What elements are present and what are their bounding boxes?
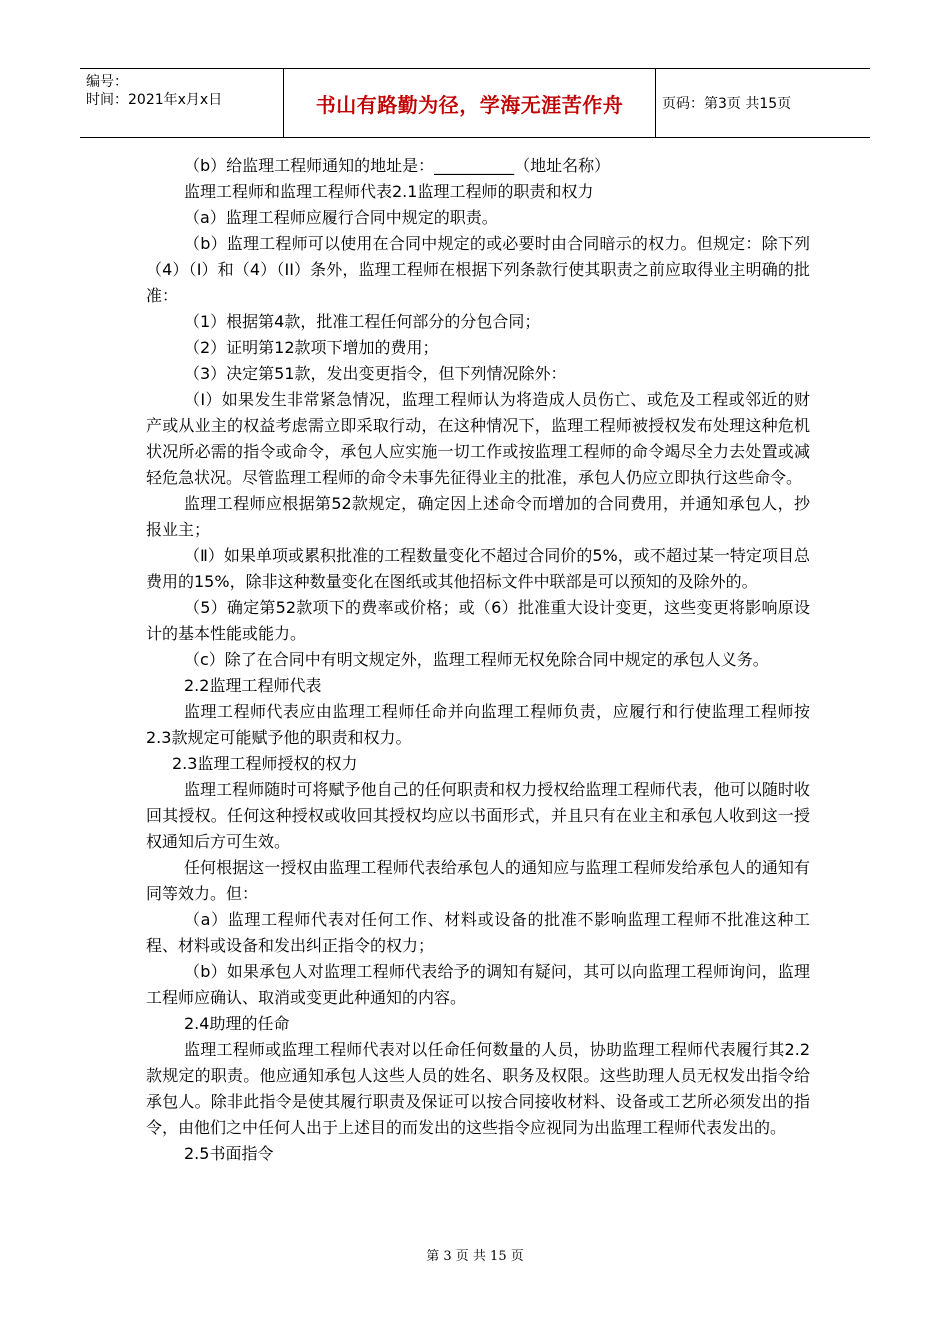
body-paragraph: （a）监理工程师应履行合同中规定的职责。 <box>184 208 498 227</box>
body-paragraph: （5）确定第52款项下的费率或价格；或（6）批准重大设计变更，这些变更将影响原设计的基本性能或能力。 <box>146 598 810 643</box>
body-paragraph: （a）监理工程师代表对任何工作、材料或设备的批准不影响监理工程师不批准这种工程、材料或设备和发出纠正指令的权力； <box>146 910 810 955</box>
page-footer: 第 3 页 共 15 页 <box>426 1249 524 1264</box>
document-body <box>146 153 810 1167</box>
document-number-label: 编号： <box>86 74 128 90</box>
body-paragraph: 监理工程师或监理工程师代表对以任命任何数量的人员，协助监理工程师代表履行其2.2款规定的职责。他应通知承包人这些人员的姓名、职务及权限。这些助理人员无权发出指令给承包人。除非此指令是使其履行职责及保证可以按合同接收材料、设备或工艺所必须发出的指令，由他们之中任何人出于上述目的而发出的这些指令应视同为出监理工程师代表发出的。 <box>146 1040 810 1137</box>
body-paragraph: 监理工程师随时可将赋予他自己的任何职责和权力授权给监理工程师代表，他可以随时收回其授权。任何这种授权或收回其授权均应以书面形式，并且只有在业主和承包人收到这一授权通知后方可生效。 <box>146 780 810 851</box>
body-paragraph: （Ⅱ）如果单项或累积批准的工程数量变化不超过合同价的5%，或不超过某一特定项目总费用的15%，除非这种数量变化在图纸或其他招标文件中联部是可以预知的及除外的。 <box>146 546 810 591</box>
body-paragraph: （b）给监理工程师通知的地址是：__________（地址名称） <box>184 156 611 175</box>
section-heading: 2.3监理工程师授权的权力 <box>172 754 358 773</box>
page-header <box>80 68 870 138</box>
section-heading: 2.2监理工程师代表 <box>184 676 322 695</box>
header-meta <box>80 69 284 137</box>
body-paragraph: （c）除了在合同中有明文规定外，监理工程师无权免除合同中规定的承包人义务。 <box>184 650 769 669</box>
document-date: 时间：2021年x月x日 <box>86 92 223 108</box>
header-motto-cell <box>284 69 656 137</box>
body-paragraph: （b）监理工程师可以使用在合同中规定的或必要时由合同暗示的权力。但规定：除下列（4）（I）和（4）（II）条外，监理工程师在根据下列条款行使其职责之前应取得业主明确的批准： <box>146 234 810 305</box>
section-heading: 2.5书面指令 <box>184 1144 274 1163</box>
body-paragraph: 监理工程师应根据第52款规定，确定因上述命令而增加的合同费用，并通知承包人，抄报业主； <box>146 494 810 539</box>
body-paragraph: （3）决定第51款，发出变更指令，但下列情况除外： <box>184 364 567 383</box>
body-paragraph: 监理工程师和监理工程师代表2.1监理工程师的职责和权力 <box>184 182 594 201</box>
body-paragraph: （I）如果发生非常紧急情况，监理工程师认为将造成人员伤亡、或危及工程或邻近的财产或从业主的权益考虑需立即采取行动，在这种情况下，监理工程师被授权发布处理这种危机状况所必需的指令或命令，承包人应实施一切工作或按监理工程师的命令竭尽全力去处置或减轻危急状况。尽管监理工程师的命令未事先征得业主的批准，承包人仍应立即执行这些命令。 <box>146 390 810 487</box>
body-paragraph: 任何根据这一授权由监理工程师代表给承包人的通知应与监理工程师发给承包人的通知有同等效力。但： <box>146 858 810 903</box>
body-paragraph: （2）证明第12款项下增加的费用； <box>184 338 439 357</box>
body-paragraph: （1）根据第4款，批准工程任何部分的分包合同； <box>184 312 541 331</box>
header-page-info: 页码：第3页 共15页 <box>662 96 792 112</box>
body-paragraph: （b）如果承包人对监理工程师代表给予的调知有疑问，其可以向监理工程师询问，监理工程师应确认、取消或变更此种通知的内容。 <box>146 962 810 1007</box>
header-motto: 书山有路勤为径，学海无涯苦作舟 <box>315 92 624 117</box>
section-heading: 2.4助理的任命 <box>184 1014 290 1033</box>
body-paragraph: 监理工程师代表应由监理工程师任命并向监理工程师负责，应履行和行使监理工程师按2.3款规定可能赋予他的职责和权力。 <box>146 702 810 747</box>
